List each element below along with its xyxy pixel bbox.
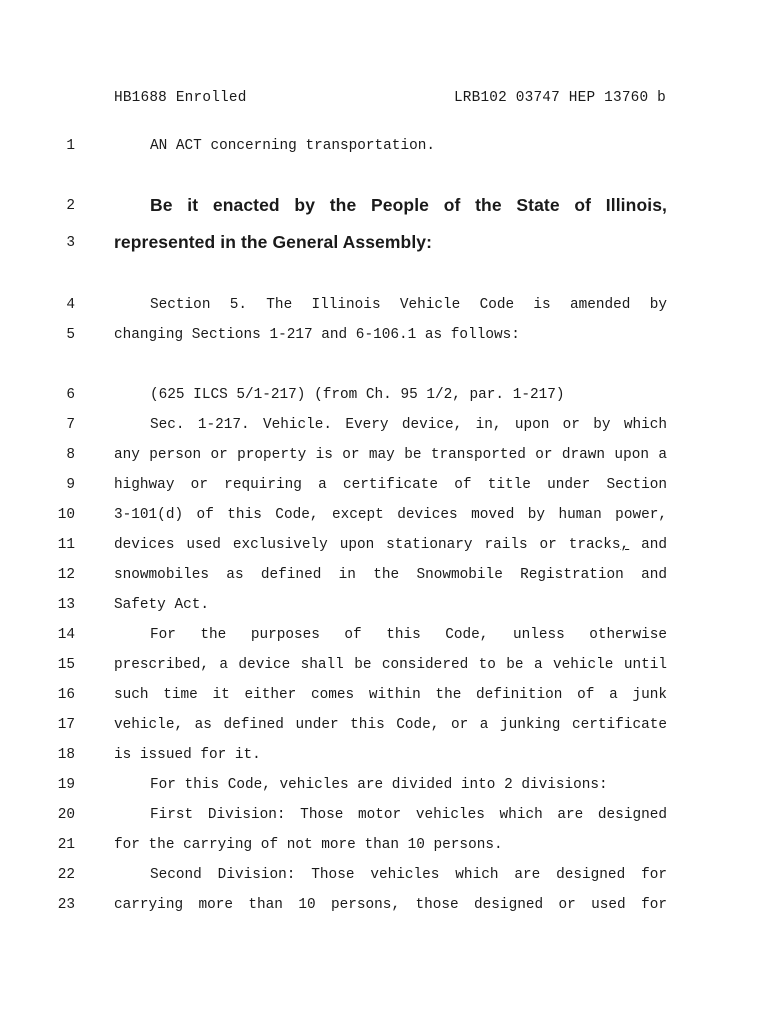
line-number: 11 (57, 537, 75, 553)
line-number: 5 (66, 327, 75, 343)
line-text-part: and (629, 537, 667, 553)
line-number: 4 (66, 297, 75, 313)
line-text-part: devices used exclusively upon stationary rails or tracks (114, 537, 621, 553)
line-text (114, 537, 667, 553)
line-number: 17 (57, 717, 75, 733)
line-text: Section 5. The Illinois Vehicle Code is amended by (150, 297, 667, 313)
text-line (0, 597, 770, 619)
line-number: 1 (66, 138, 75, 154)
line-text: For the purposes of this Code, unless otherwise (150, 627, 667, 643)
line-text: changing Sections 1-217 and 6-106.1 as follows: (114, 327, 520, 343)
line-number: 13 (57, 597, 75, 613)
text-line (0, 627, 770, 649)
text-line (0, 747, 770, 769)
line-text: for the carrying of not more than 10 persons. (114, 837, 503, 853)
line-text: First Division: Those motor vehicles which are designed (150, 807, 667, 823)
line-text: vehicle, as defined under this Code, or a junking certificate (114, 717, 667, 733)
line-text: is issued for it. (114, 747, 261, 763)
line-number: 9 (66, 477, 75, 493)
line-text: Second Division: Those vehicles which are designed for (150, 867, 667, 883)
text-line (0, 507, 770, 529)
underlined-insertion: , (620, 537, 630, 553)
bill-header: HB1688 Enrolled (114, 90, 247, 106)
text-line (0, 195, 770, 220)
text-line (0, 297, 770, 319)
text-line (0, 387, 770, 409)
text-line (0, 567, 770, 589)
text-line (0, 657, 770, 679)
line-number: 6 (66, 387, 75, 403)
line-number: 23 (57, 897, 75, 913)
text-line (0, 807, 770, 829)
line-number: 10 (57, 507, 75, 523)
line-number: 16 (57, 687, 75, 703)
line-text: Sec. 1-217. Vehicle. Every device, in, upon or by which (150, 417, 667, 433)
text-line (0, 837, 770, 859)
line-text: snowmobiles as defined in the Snowmobile Registration and (114, 567, 667, 583)
line-number: 8 (66, 447, 75, 463)
line-text: highway or requiring a certificate of title under Section (114, 477, 667, 493)
text-line (0, 537, 770, 559)
line-number: 12 (57, 567, 75, 583)
text-line (0, 717, 770, 739)
text-line (0, 447, 770, 469)
text-line (0, 477, 770, 499)
line-number: 14 (57, 627, 75, 643)
enacting-clause: represented in the General Assembly: (114, 232, 433, 252)
line-number: 19 (57, 777, 75, 793)
text-line (0, 777, 770, 799)
reference-header: LRB102 03747 HEP 13760 b (453, 90, 666, 106)
text-line (0, 138, 770, 160)
line-number: 15 (57, 657, 75, 673)
line-text: AN ACT concerning transportation. (150, 138, 435, 154)
line-number: 22 (57, 867, 75, 883)
line-text: any person or property is or may be transported or drawn upon a (114, 447, 667, 463)
line-number: 2 (66, 198, 75, 214)
line-number: 20 (57, 807, 75, 823)
line-number: 21 (57, 837, 75, 853)
line-number: 3 (66, 235, 75, 251)
line-text: prescribed, a device shall be considered to be a vehicle until (114, 657, 667, 673)
line-number: 18 (57, 747, 75, 763)
line-text: carrying more than 10 persons, those designed or used for (114, 897, 667, 913)
line-text: such time it either comes within the definition of a junk (114, 687, 667, 703)
text-line (0, 867, 770, 889)
text-line (0, 327, 770, 349)
text-line (0, 417, 770, 439)
text-line (0, 897, 770, 919)
line-text: Safety Act. (114, 597, 209, 613)
statute-citation: (625 ILCS 5/1-217) (from Ch. 95 1/2, par. 1-217) (150, 387, 565, 403)
line-number: 7 (66, 417, 75, 433)
enacting-clause: Be it enacted by the People of the State of Illinois, (150, 195, 667, 215)
line-text: For this Code, vehicles are divided into 2 divisions: (150, 777, 608, 793)
text-line (0, 687, 770, 709)
line-text: 3-101(d) of this Code, except devices moved by human power, (114, 507, 667, 523)
text-line (0, 232, 770, 257)
